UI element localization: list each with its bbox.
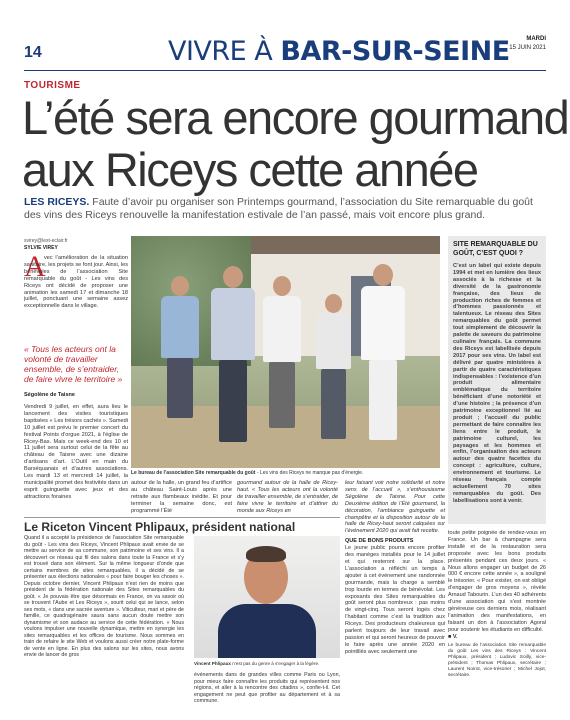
photo-caption-bold: Le bureau de l’association Site remarquable du goût bbox=[131, 470, 256, 476]
header-rule bbox=[24, 70, 546, 71]
headline-line-2: aux Riceys cette année bbox=[22, 143, 478, 196]
bottom-subhead: QUE DE BONS PRODUITS bbox=[345, 538, 414, 545]
bottom-rule bbox=[24, 517, 340, 518]
byline-email: svirey@lest-eclair.fr bbox=[24, 238, 68, 244]
rubric: TOURISME bbox=[24, 80, 81, 91]
photo-caption bbox=[131, 470, 440, 476]
col1-body: Vendredi 9 juillet, en effet, aura lieu le lancement des visites touristiques baptisées « Les trésors cachés ». Samedi 10 juillet est prévu le premier concert du festival Points d’orgue 2021, à l’église de Ricey-Bas. Mais ce week-end des 10 et 11 juillet sera surtout celui de la fête au château de Taisne avec une dizaine d’artisans d’art. L’Outil en main du Barséquanais et d’autres associations. Les mardi 13 et mercredi 14 juillet, la municipalité promet des festivités dans un esprit guinguette avec jeux et des attractions foraines bbox=[24, 404, 128, 500]
sidebar-box bbox=[448, 236, 546, 524]
col1-intro bbox=[24, 255, 128, 310]
group-photo bbox=[131, 236, 440, 468]
section-title bbox=[168, 36, 510, 67]
issue-day: MARDI bbox=[526, 36, 546, 42]
col3-text: gourmand autour de la halle de Ricey-haut. « Tous les acteurs ont la volonté de travailler ensemble, de s’entraider, de faire vivre le territoire et d’attirer du monde aux Riceys en bbox=[237, 480, 338, 514]
headline bbox=[22, 92, 568, 196]
photo-caption-text: - Les vins des Riceys ne manque pas d’énergie. bbox=[255, 470, 364, 476]
bottom-col2: événements dans de grandes villes comme Paris ou Lyon, pour mieux faire connaître les produits qui représentent nos régions, et aller à la rencontre des citadins », confie-t-il. Cet engagement ne peut que profiter au département et à sa commune. bbox=[194, 672, 340, 704]
page-number: 14 bbox=[24, 44, 42, 61]
photo-roof bbox=[241, 236, 440, 254]
section-city: BAR-SUR-SEINE bbox=[280, 36, 510, 67]
sidebar-title: SITE REMARQUABLE DU GOÛT, C’EST QUOI ? bbox=[453, 241, 538, 257]
col1-intro-text: vec l’amélioration de la situation sanitaire, les projets se font jour. Ainsi, les bénévoles de l’association Site remarquable du goût - Les vins des Riceys ont décidé de proposer une animation les samedi 17 et dimanche 18 juillet, ponctuant une semaine assez exceptionnelle dans le village. bbox=[24, 255, 128, 310]
section-prefix: VIVRE À bbox=[168, 36, 273, 67]
bottom-col3-intro: leur faisant voir notre solidarité et notre sens de l’accueil », s’enthousiasme Ségolène de Taisne. Pour cette Deuxième édition de l’Été gourmand, la décoration, l’ambiance guinguette et champêtre et la disposition autour de la halle de Ricey-haut seront calquées sur l’événement 2020 qui avait fait recette. bbox=[345, 480, 445, 535]
bottom-col1: Quand il a accepté la présidence de l’association Site remarquable du goût - Les vins des Riceys, Vincent Phlipaux avait envie de se mettre au service de sa commune, son patrimoine et ses vins. Il a découvert ce réseau qui fil des salons dans toute la France et s’y est trouvé dans son élément. Sur la même longueur d’onde que certains membres de sites remarquables, il a décidé de se présenter aux élections nationales « pour faire bouger les choses ». Depuis octobre dernier, Vincent Phlipaux n’est rien de moins que président de la fédération nationale des Sites remarquables du goût. « Je pouvais être que désormais en France, on va savoir où se trouvent l’Aube et Les Riceys », sourit celui qui se lance, selon ses mots, « dans une sacrée aventure ». Viticulteur, mari et père de famille, ce quadragénaire saura sans aucun doute mettre son dynamisme et son audace au service de cette fédération. « Nous voulons impulser une nouvelle dynamique, mettre en synergie les sites remarquables et les offices de tourisme. Nous sommes en train de refaire le site Web et voulons aussi créer notre plate-forme de vente en ligne. En plus des salons sur les sites, nous avons envie de lancer de gros bbox=[24, 535, 184, 658]
bottom-col3 bbox=[345, 480, 445, 656]
issue-date: 15 JUIN 2021 bbox=[509, 45, 546, 51]
headline-line-1: L’été sera encore gourmand bbox=[22, 91, 569, 144]
bottom-col4-caption: Le bureau de l’association Site remarquable du goût Les vins des Riceys : Vincent Phlipaux, président ; Ludovic Soilly, vice-président ; Thomas Phlipaux, secrétaire ; Laurent Noirot, vice-trésorier ; Michel Jojot, secrétaire. bbox=[448, 642, 546, 678]
bottom-col3-body: Le jeune public pourra encore profiter des manèges installés pour le 14 juillet et qui resteront sur la place. L’association a réfléchi un temps à ajouter à cet événement une randonnée gourmande, mais la charge a semblé trop lourde en termes de bénévolat. Les exposants des Sites remarquables du goût seront plus nombreux : pas moins de vingt-cinq. Tous seront logés chez l’habitant comme c’est la tradition aux Riceys. Des producteurs chaleureux qui parlent toujours de leur travail avec passion et qui seront heureux de pouvoir le faire après une année 2020 en pointillés avec seulement une bbox=[345, 545, 445, 655]
bottom-col4-text: toute petite poignée de rendez-vous en France. Un bar à champagne sera installé et de la restauration sera proposée avec les bons produits présentés pendant ces deux jours. « Nous allons engager un budget de 26 000 € encore cette année », a souligné le trésorier. « Pour exister, on est obligé d’engager de gros moyens », révèle Arnaud Tabourin. L’un des 40 adhérents d’une association qui s’est montrée généreuse ces derniers mois, réalisant l’animation des manifestations, en faisant un don à l’association Agoral pour soutenir les étudiants en difficulté. bbox=[448, 530, 546, 633]
lead-text: Faute d’avoir pu organiser son Printemps gourmand, l’association du Site remarquable du goût des vins des Riceys renouvelle la manifestation estivale de l’an passé, mais voit encore plus grand. bbox=[24, 196, 533, 221]
portrait-hair bbox=[246, 546, 286, 562]
lead-paragraph bbox=[24, 196, 546, 222]
bottom-col4-sign: ■ V. bbox=[448, 633, 458, 640]
pull-quote-author: Ségolène de Taisne bbox=[24, 392, 75, 398]
sidebar-text: C’est un label qui existe depuis 1994 et met en lumière des lieux associés à la richesse et la diversité de la gastronomie française, des lieux de production riches de femmes et d’hommes passionnés et talentueux. Le réseau des Sites remarquables du goût permet tout simplement de découvrir la palette de saveurs du patrimoine culinaire français. La commune des Riceys est labellisée depuis 2017 pour ses vins. Un label est délivré par quatre ministères à partir de quatre caractéristiques indispensables : l’existence d’un produit alimentaire emblématique du territoire bénéficiant d’une notoriété et d’une histoire ; la présence d’un patrimoine exceptionnel lié au produit ; l’accueil du public permettant de faire connaître les liens entre le produit, le patrimoine culturel, les paysages et les hommes et enfin, l’organisation des acteurs autour des quatre facettes du concept : agriculture, culture, environnement et tourisme. Le réseau français compte actuellement 70 sites remarquables du goût. Des labellisations sont à venir. bbox=[453, 263, 541, 504]
col2-text: autour de la halle, un grand feu d’artifice au château Saint-Louis après une retraite aux flambeaux inédite. Et pour terminer la semaine donc, est programmé l’Été bbox=[131, 480, 232, 514]
portrait-caption-bold: Vincent Phlipaux bbox=[194, 661, 231, 666]
portrait-shirt bbox=[218, 604, 316, 658]
portrait-photo bbox=[194, 536, 340, 658]
portrait-caption-text: n’est pas du genre à s’engager à la légère. bbox=[230, 661, 320, 666]
bottom-headline: Le Riceton Vincent Phlipaux, président national bbox=[24, 520, 296, 534]
portrait-caption bbox=[194, 661, 340, 666]
byline-name: SYLVIE VIREY bbox=[24, 245, 58, 251]
lead-label: LES RICEYS. bbox=[24, 196, 90, 208]
pull-quote: « Tous les acteurs ont la volonté de travailler ensemble, de s’entraider, de faire vivre le territoire » bbox=[24, 344, 123, 384]
drop-cap: A bbox=[24, 250, 46, 283]
bottom-col4 bbox=[448, 530, 546, 679]
